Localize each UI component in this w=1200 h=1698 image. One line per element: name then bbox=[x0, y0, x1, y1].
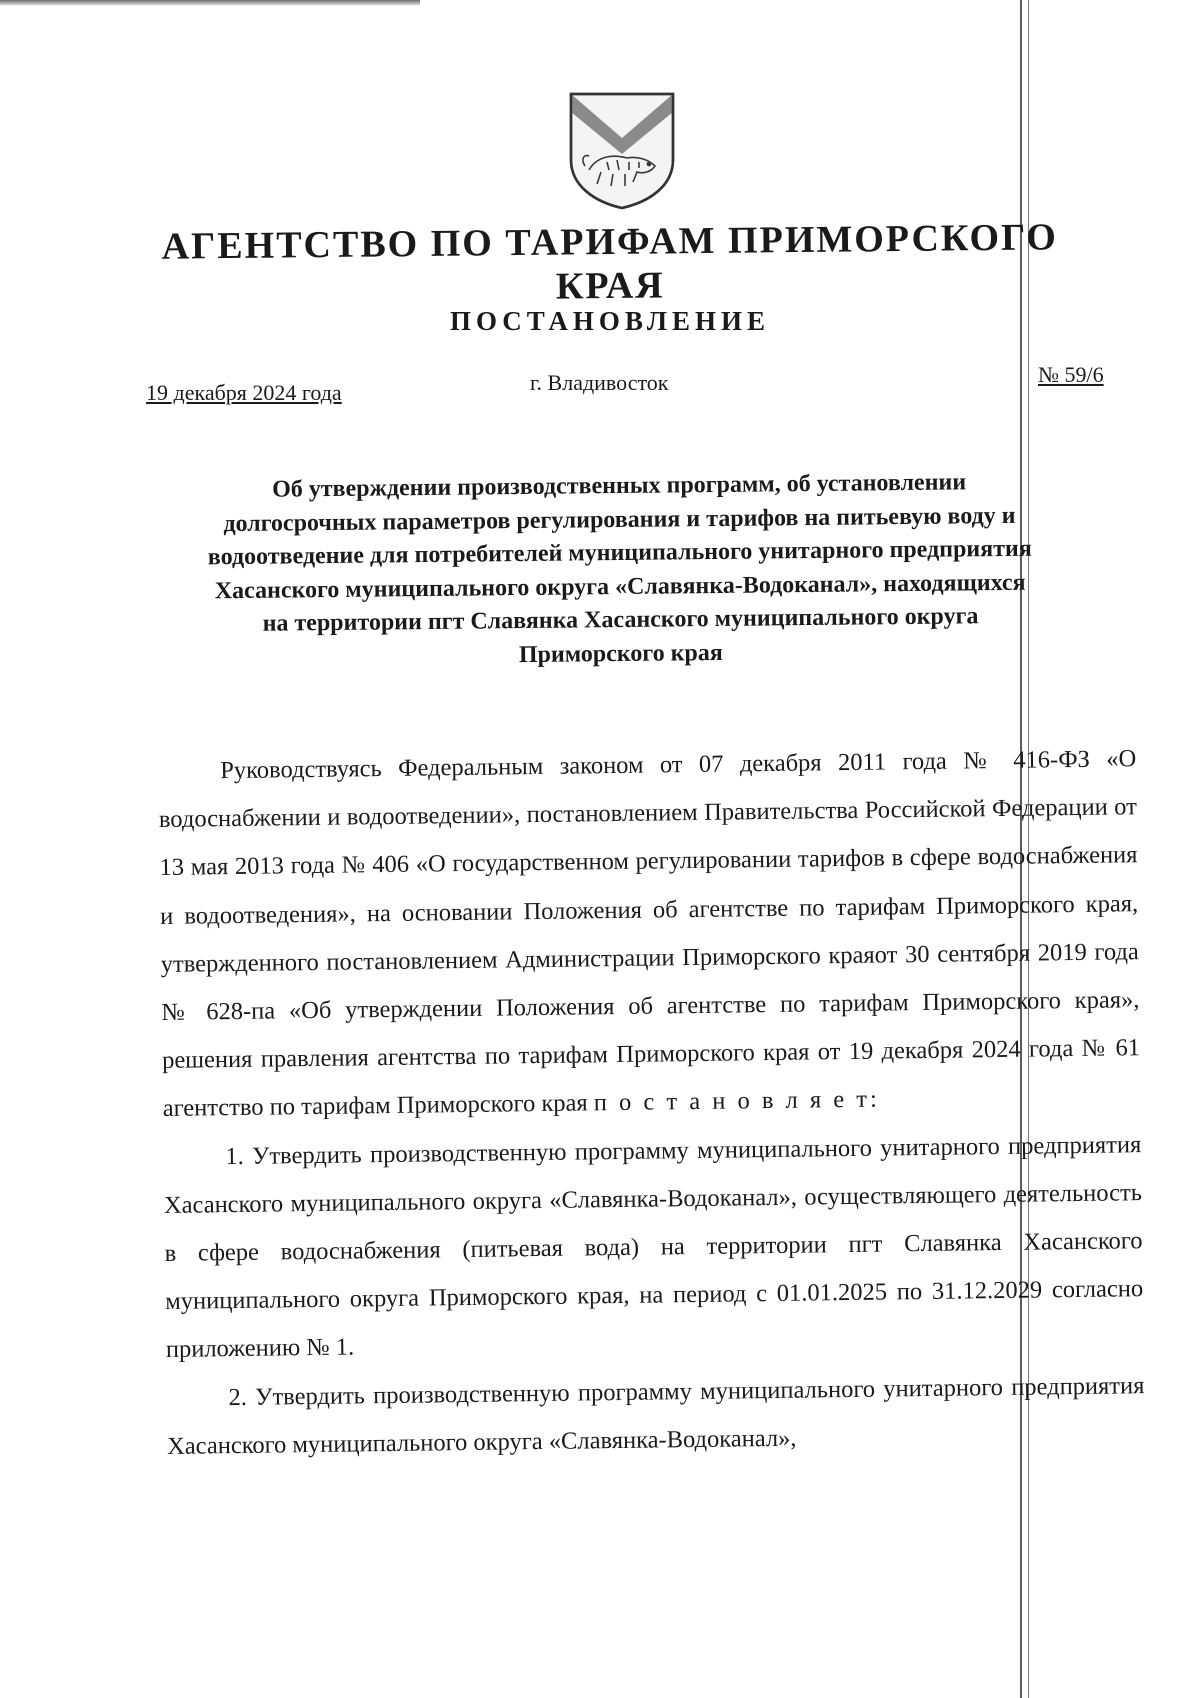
document-date: 19 декабря 2024 года bbox=[146, 380, 342, 405]
resolves-keyword: п о с т а н о в л я е т: bbox=[593, 1086, 880, 1117]
document-type: ПОСТАНОВЛЕНИЕ bbox=[449, 306, 771, 336]
primorsky-krai-coat-of-arms-icon bbox=[567, 90, 677, 210]
item-2-paragraph: 2. Утвердить производственную программу муниципального унитарного предприятия Хасанского муниципального округа «Славянка-Водоканал», bbox=[166, 1371, 1145, 1460]
scan-edge-shadow bbox=[0, 0, 420, 6]
preamble-paragraph bbox=[158, 735, 1141, 1133]
document-body bbox=[158, 735, 1145, 1471]
document-number: № 59/6 bbox=[1038, 362, 1104, 387]
preamble-text: Руководствуясь Федеральным законом от 07 декабря 2011 года № 416-ФЗ «О водоснабжении и водоотведении», постановлением Правительства Российской Федерации от 13 мая 2013 года № 406 «О государственном регулировании тарифов в сфере водоснабжения и водоотведения», на основании Положения об агентстве по тарифам Приморского края, утвержденного постановлением Администрации Приморского краяот 30 сентября 2019 года № 628-па «Об утверждении Положения об агентстве по тарифам Приморского края», решения правления агентства по тарифам Приморского края от 19 декабря 2024 года № 61 агентство по тарифам Приморского края bbox=[158, 745, 1141, 1123]
agency-name: АГЕНТСТВО ПО ТАРИФАМ ПРИМОРСКОГО КРАЯ bbox=[161, 216, 1059, 308]
item-1-paragraph: 1. Утвердить производственную программу муниципального унитарного предприятия Хасанского муниципального округа «Славянка-Водоканал», осуществляющего деятельность в сфере водоснабжения (питьевая вода) на территории пгт Славянка Хасанского муниципального округа Приморского края, на период с 01.01.2025 по 31.12.2029 согласно приложению № 1. bbox=[163, 1130, 1144, 1364]
document-city: г. Владивосток bbox=[530, 370, 669, 395]
document-title: Об утверждении производственных программ, об установлении долгосрочных параметров регулирования и тарифов на питьевую воду и водоотведение для потребителей муниципального унитарного предприятия Хасанского муниципального округа «Славянка-Водоканал», находящихся на территории пгт Славянка Хасанского муниципального округа Приморского края bbox=[207, 469, 1032, 668]
